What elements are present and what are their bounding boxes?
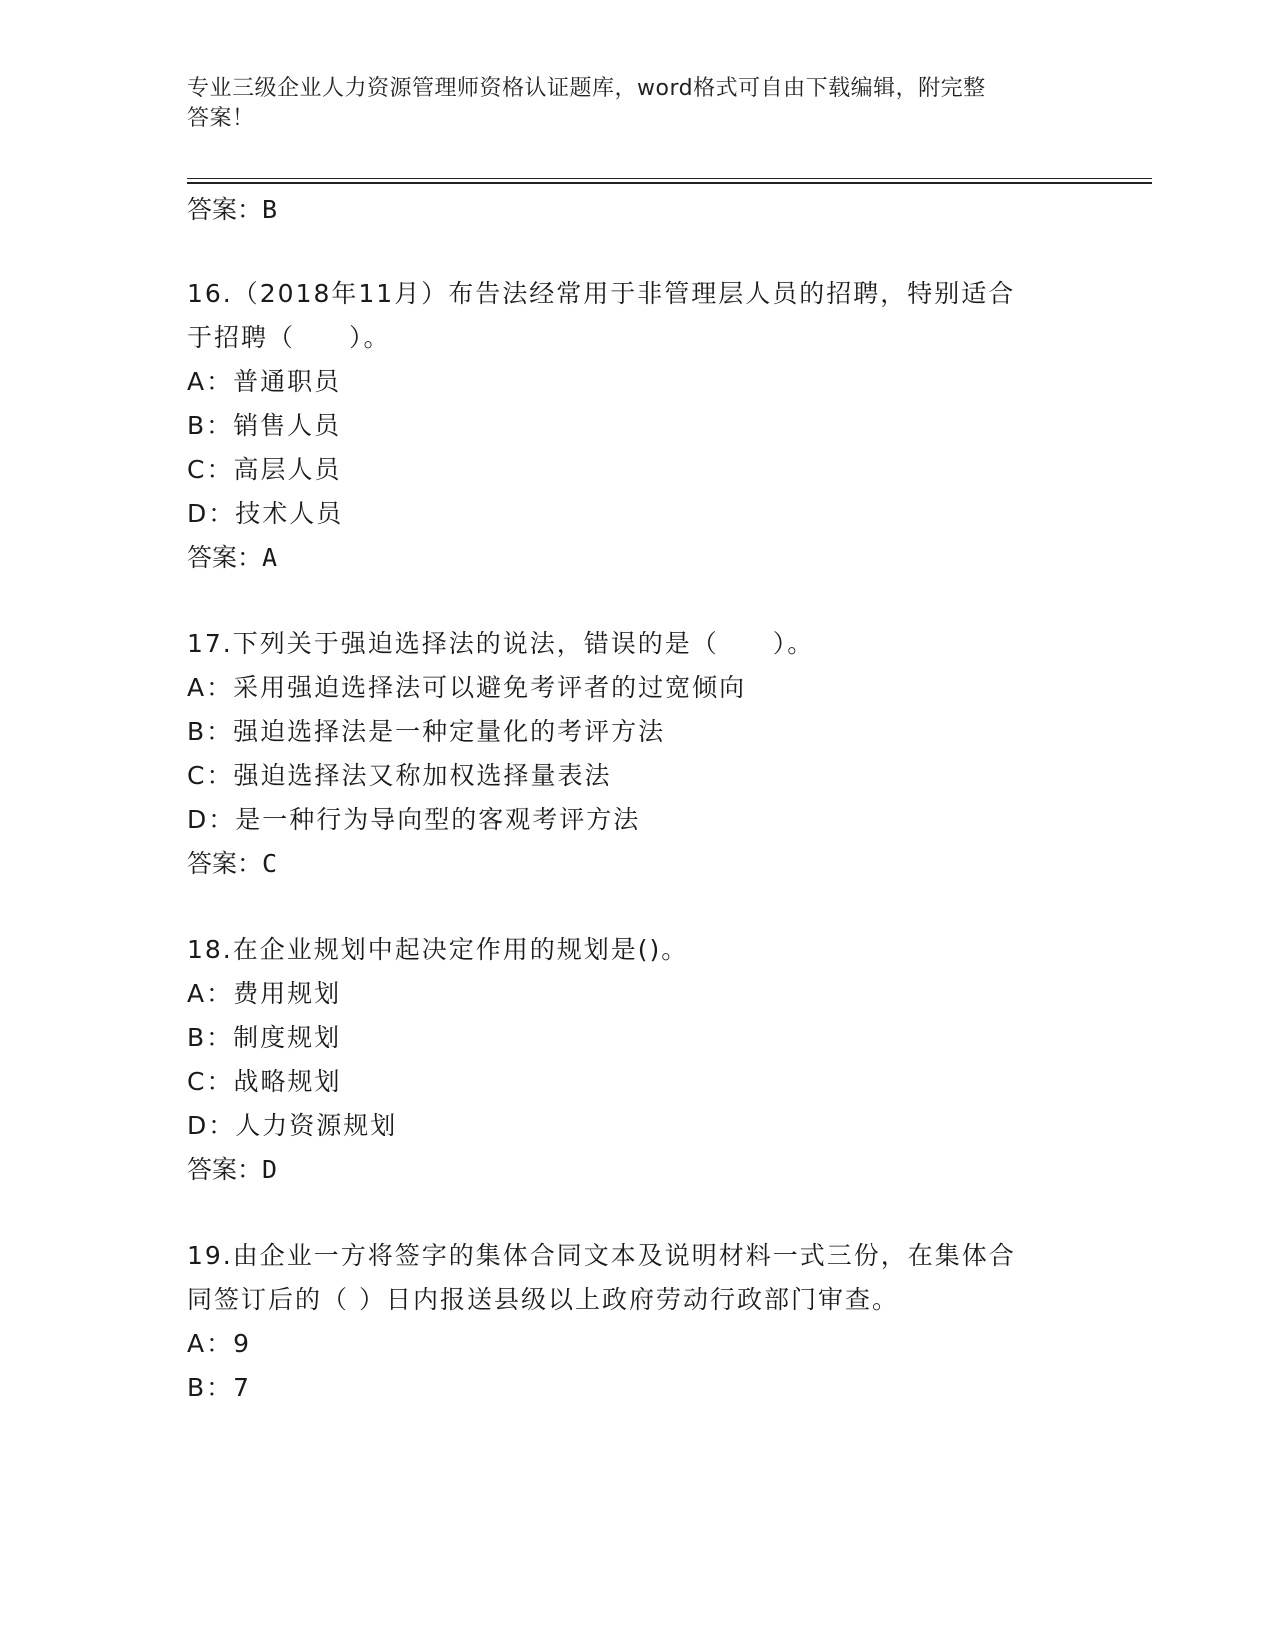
question-18-answer: 答案：D (187, 1155, 278, 1184)
question-17-option-c: C：强迫选择法又称加权选择量表法 (187, 761, 612, 790)
document-header (187, 74, 1087, 134)
question-19-stem-line-2: 同签订后的（ ）日内报送县级以上政府劳动行政部门审查。 (187, 1285, 899, 1314)
question-16-option-d: D：技术人员 (187, 499, 344, 528)
question-19-option-b: B：7 (187, 1373, 252, 1402)
question-17-option-d: D：是一种行为导向型的客观考评方法 (187, 805, 641, 834)
question-18-stem: 18.在企业规划中起决定作用的规划是()。 (187, 935, 689, 964)
question-19-option-a: A：9 (187, 1329, 252, 1358)
header-divider-thick (187, 182, 1152, 184)
question-18-option-a: A：费用规划 (187, 979, 342, 1008)
header-line-2: 答案！ (187, 106, 255, 131)
question-17-option-a: A：采用强迫选择法可以避免考评者的过宽倾向 (187, 673, 747, 702)
question-16-stem-line-1: 16.（2018年11月）布告法经常用于非管理层人员的招聘，特别适合 (187, 279, 1016, 308)
question-19-stem-line-1: 19.由企业一方将签字的集体合同文本及说明材料一式三份，在集体合 (187, 1241, 1016, 1270)
question-18-option-d: D：人力资源规划 (187, 1111, 398, 1140)
question-18-option-b: B：制度规划 (187, 1023, 342, 1052)
question-17-option-b: B：强迫选择法是一种定量化的考评方法 (187, 717, 666, 746)
question-16-stem-line-2: 于招聘（ ）。 (187, 323, 391, 352)
question-17-stem: 17.下列关于强迫选择法的说法，错误的是（ ）。 (187, 629, 815, 658)
question-17-answer: 答案：C (187, 849, 278, 878)
question-16-option-b: B：销售人员 (187, 411, 342, 440)
question-18-option-c: C：战略规划 (187, 1067, 342, 1096)
question-16-answer: 答案：A (187, 543, 278, 572)
question-16-option-a: A：普通职员 (187, 367, 342, 396)
answer-line: 答案：B (187, 195, 278, 224)
question-16-option-c: C：高层人员 (187, 455, 342, 484)
header-divider-thin (187, 178, 1152, 179)
header-line-1: 专业三级企业人力资源管理师资格认证题库，word格式可自由下载编辑，附完整 (187, 76, 986, 101)
